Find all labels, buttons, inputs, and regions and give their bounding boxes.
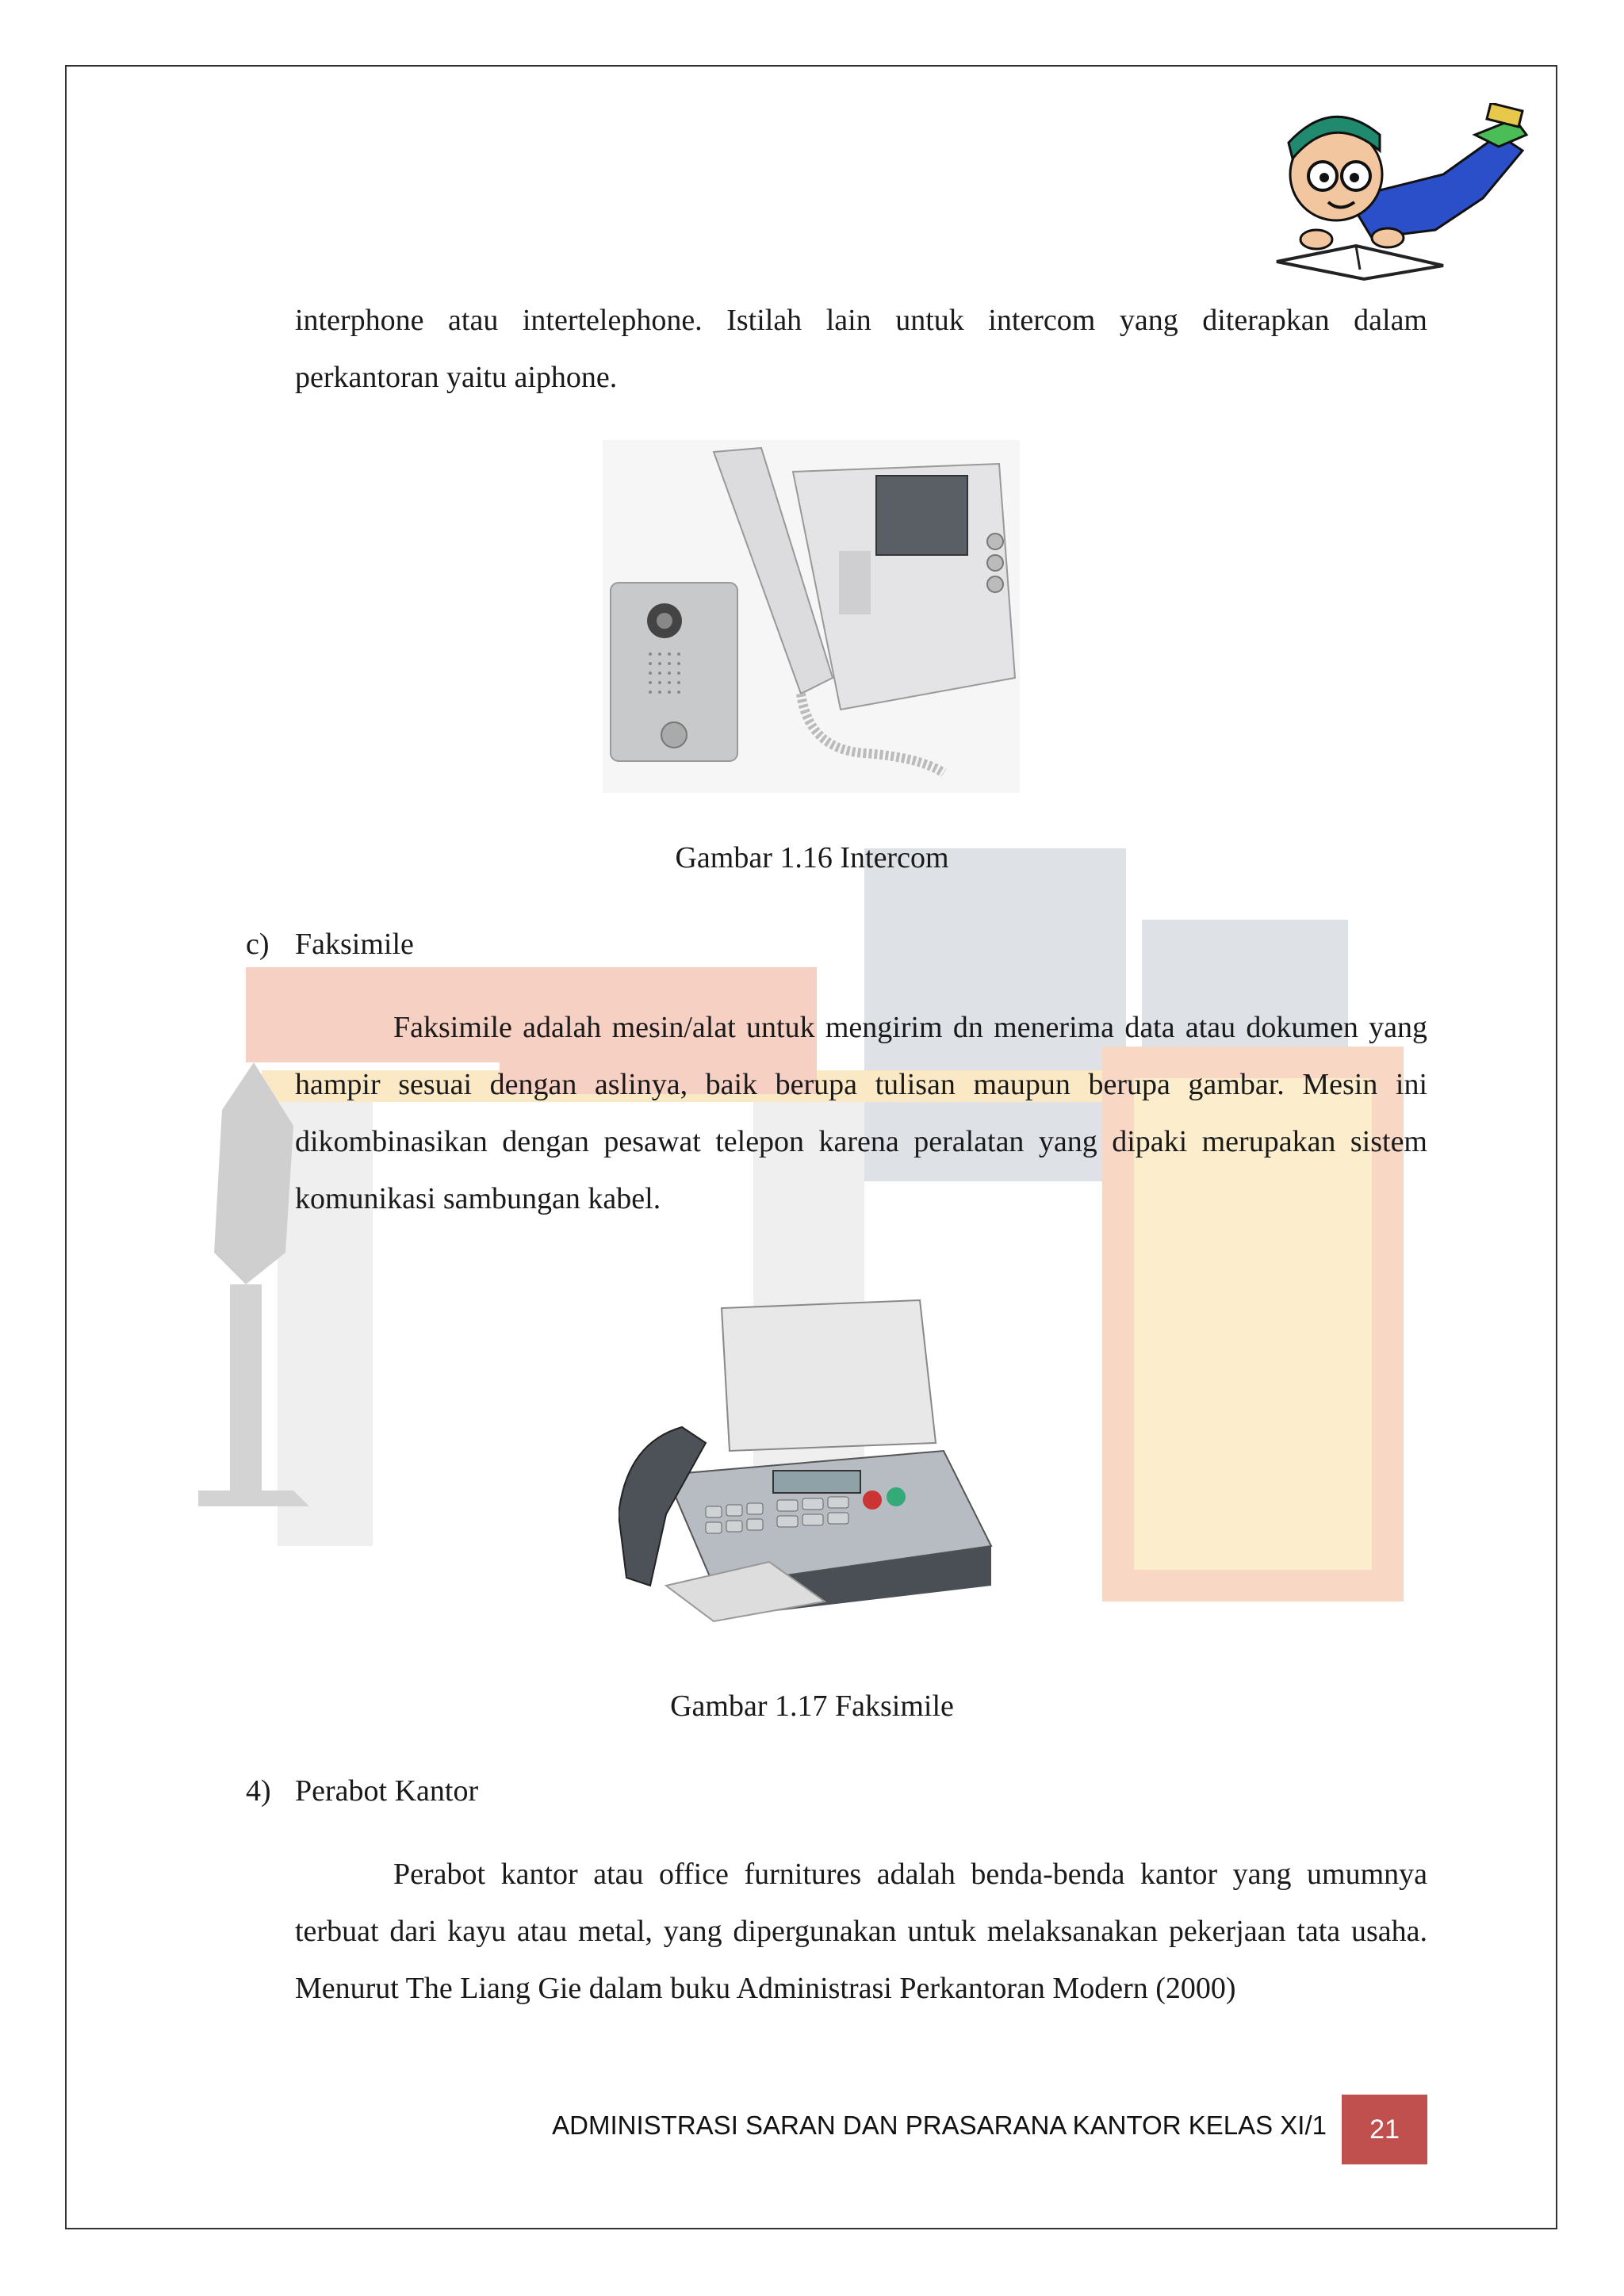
intro-paragraph [295,292,1427,406]
faksimile-text: Faksimile adalah mesin/alat untuk mengirim dn menerima data atau dokumen yang hampir sesuai dengan aslinya, baik berupa tulisan maupun berupa gambar. Mesin ini dikombinasikan dengan pesawat telepon karena peralatan yang dipaki merupakan sistem komunikasi sambungan kabel. [295,1011,1427,1215]
section-title: Faksimile [295,928,414,961]
perabot-text: Perabot kantor atau office furnitures adalah benda-benda kantor yang umumnya terbuat dari kayu atau metal, yang dipergunakan untuk melaksanakan pekerjaan tata usaha. Menurut The Liang Gie dalam buku Administrasi Perkantoran Modern (2000) [295,1858,1427,2005]
page-number: 21 [1342,2095,1427,2164]
figure-1-16-caption: Gambar 1.16 Intercom [675,841,949,874]
reading-boy-mascot [1261,103,1530,285]
section-marker: c) [246,928,270,961]
intercom-image [603,440,1020,793]
section-marker: 4) [246,1774,271,1808]
footer-title: ADMINISTRASI SARAN DAN PRASARANA KANTOR KELAS XI/1 [552,2110,1327,2140]
section-title: Perabot Kantor [295,1774,479,1808]
intro-line-2: perkantoran yaitu aiphone. [295,361,618,394]
intro-line-1: interphone atau intertelephone. Istilah lain untuk intercom yang diterapkan dalam [295,304,1427,337]
figure-1-17-caption: Gambar 1.17 Faksimile [670,1689,954,1723]
faksimile-paragraph [295,999,1427,1227]
fax-machine-image [619,1284,1015,1633]
perabot-paragraph [295,1846,1427,2017]
